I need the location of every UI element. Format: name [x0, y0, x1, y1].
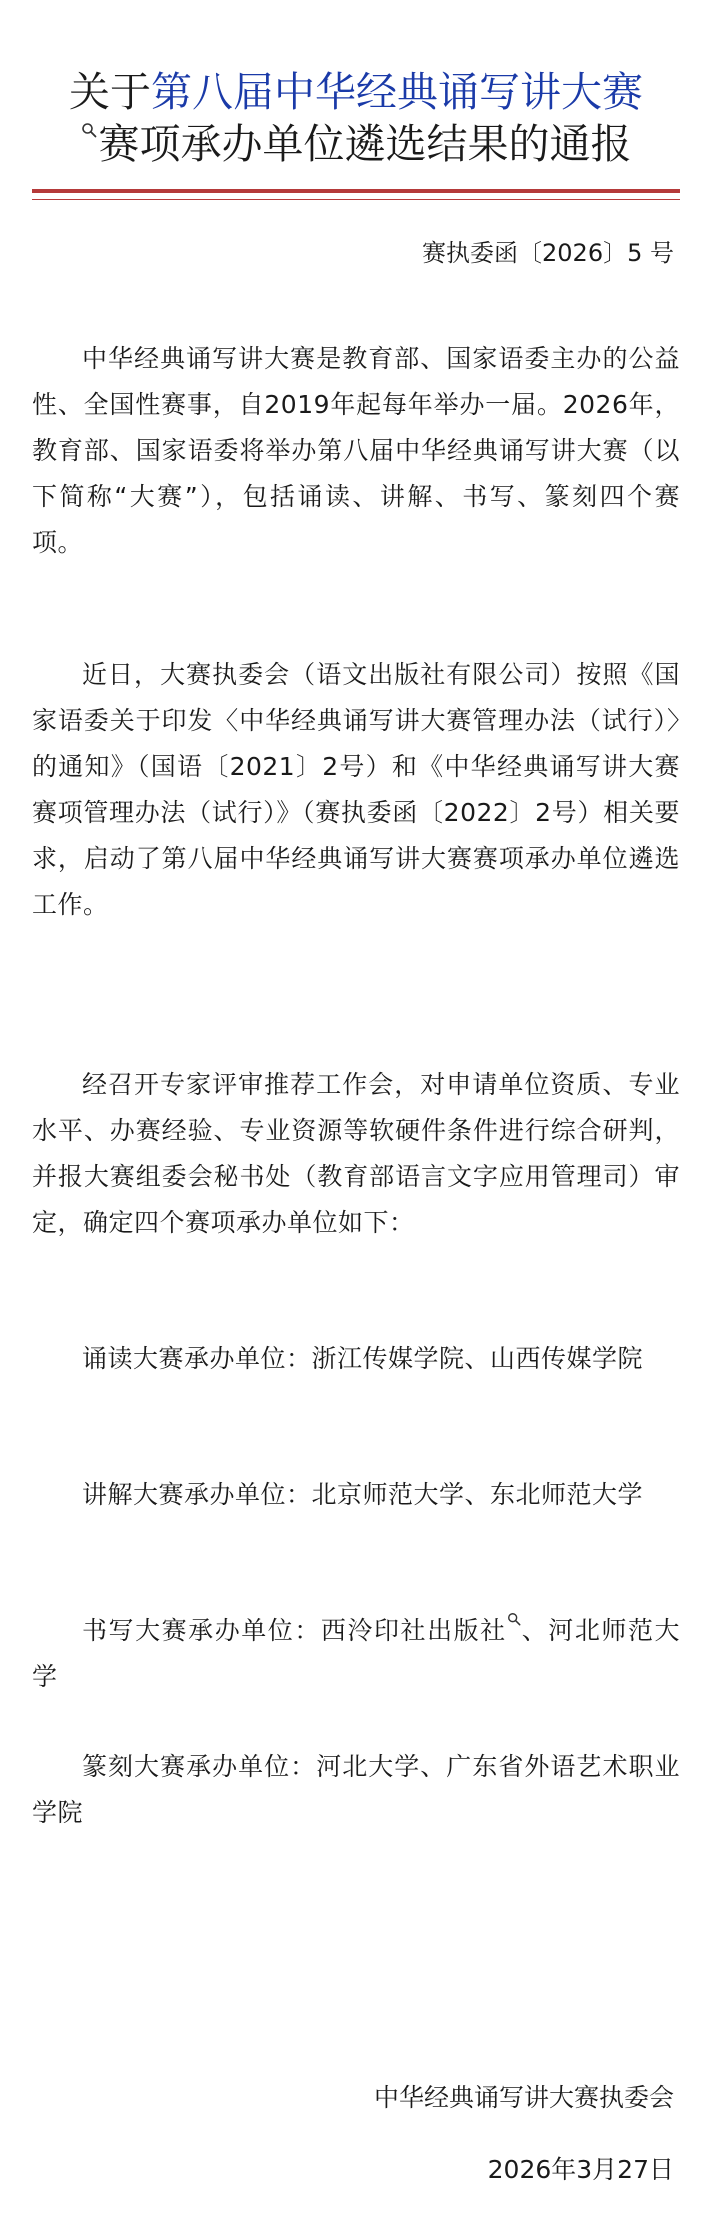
result-writing-part-2: 、河北师范大学 — [32, 1616, 680, 1691]
result-seal-carving: 篆刻大赛承办单位：河北大学、广东省外语艺术职业学院 — [32, 1752, 680, 1827]
signer: 中华经典诵写讲大赛执委会 — [373, 2083, 674, 2112]
issue-date: 2026年3月27日 — [487, 2155, 674, 2184]
document-number: 赛执委函〔2026〕5 号 — [422, 239, 674, 267]
title-link-competition[interactable]: 第八届中华经典诵写讲大赛 — [151, 68, 643, 116]
title-line-1 — [0, 66, 712, 118]
title-prefix: 关于 — [69, 68, 151, 116]
title-line-2 — [0, 118, 712, 170]
paragraph-background: 近日，大赛执委会（语文出版社有限公司）按照《国家语委关于印发〈中华经典诵写讲大赛管理办法（试行）〉的通知》（国语〔2021〕2号）和《中华经典诵写讲大赛赛项管理办法（试行）》（赛执委函〔2022〕2号）相关要求，启动了第八届中华经典诵写讲大赛赛项承办单位遴选工作。 — [32, 660, 680, 919]
paragraph-review: 经召开专家评审推荐工作会，对申请单位资质、专业水平、办赛经验、专业资源等软硬件条件进行综合研判，并报大赛组委会秘书处（教育部语言文字应用管理司）审定，确定四个赛项承办单位如下： — [32, 1070, 680, 1237]
search-icon[interactable] — [81, 122, 97, 138]
result-recitation: 诵读大赛承办单位：浙江传媒学院、山西传媒学院 — [82, 1344, 644, 1373]
title-text: 赛项承办单位遴选结果的通报 — [98, 120, 632, 168]
header-rule-thin — [32, 199, 680, 200]
paragraph-intro: 中华经典诵写讲大赛是教育部、国家语委主办的公益性、全国性赛事，自2019年起每年举办一届。2026年，教育部、国家语委将举办第八届中华经典诵写讲大赛（以下简称“大赛”），包括诵读、讲解、书写、篆刻四个赛项。 — [32, 344, 680, 557]
search-icon[interactable] — [507, 1612, 521, 1626]
result-writing-part-1: 书写大赛承办单位：西泠印社出版社 — [82, 1616, 507, 1645]
result-writing — [32, 1608, 680, 1700]
header-rule-thick — [32, 189, 680, 193]
result-explanation: 讲解大赛承办单位：北京师范大学、东北师范大学 — [82, 1480, 644, 1509]
